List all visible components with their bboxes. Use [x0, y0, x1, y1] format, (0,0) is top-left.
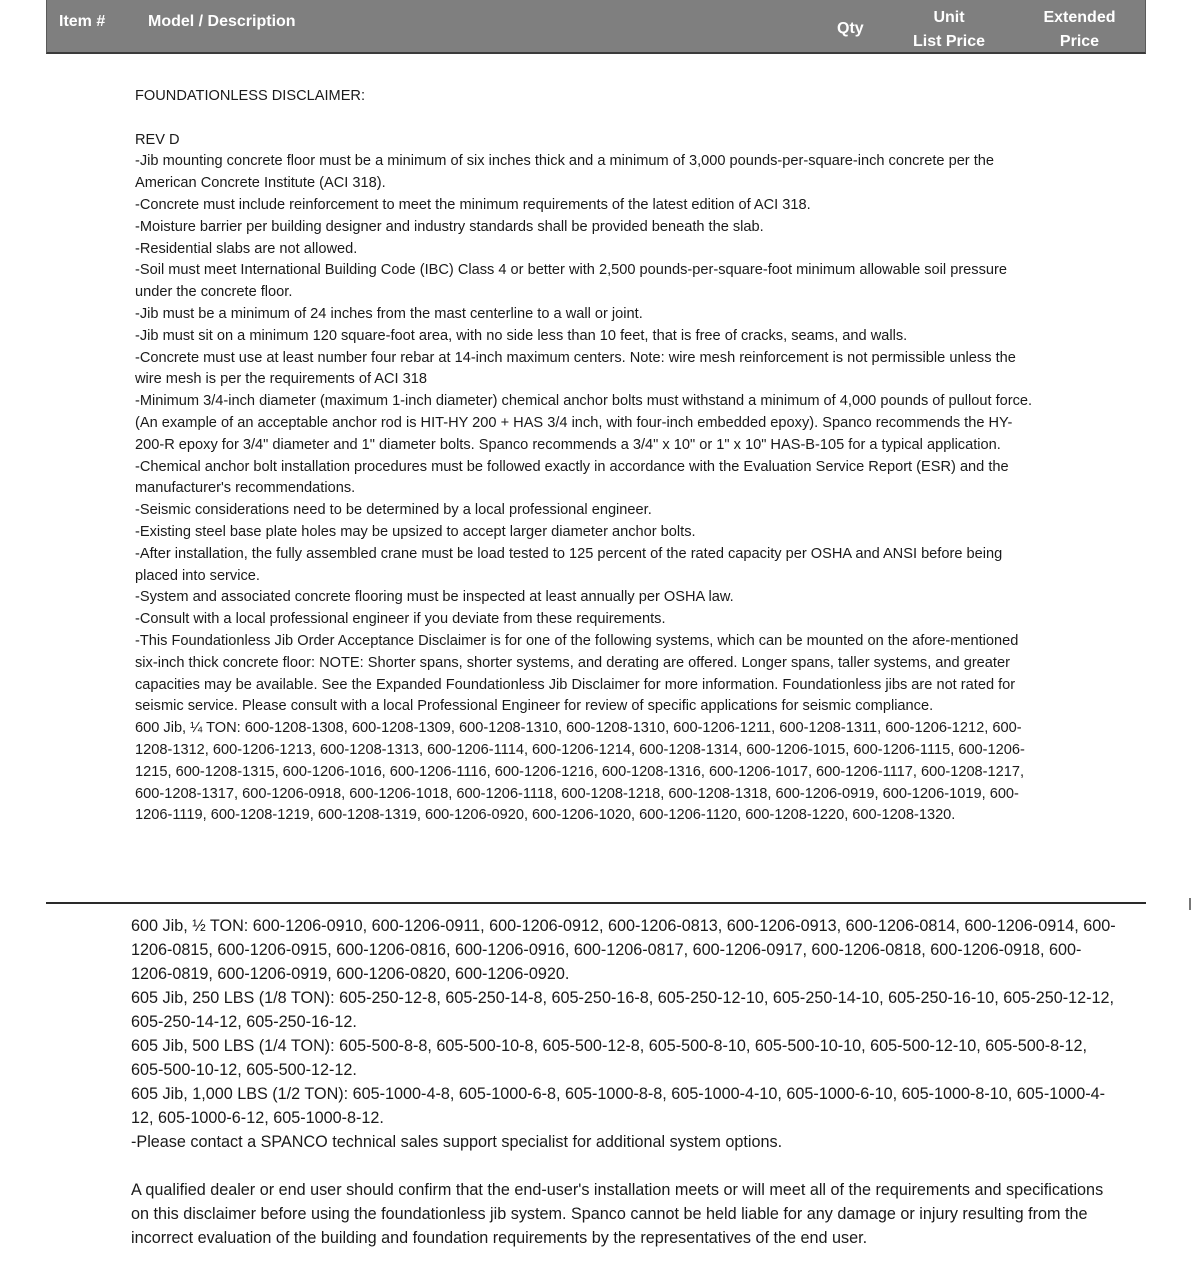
- disclaimer-line: -After installation, the fully assembled crane must be load tested to 125 percent of the rated capacity per OSHA and ANSI before being placed into service.: [135, 545, 1003, 584]
- header-unit-list-price: [897, 6, 1001, 54]
- section-divider: [46, 902, 1146, 904]
- disclaimer-line: -Moisture barrier per building designer and industry standards shall be provided beneath the slab.: [135, 218, 764, 235]
- header-extended-price: [1027, 6, 1132, 54]
- disclaimer-line: -Concrete must use at least number four rebar at 14-inch maximum centers. Note: wire mesh reinforcement is not permissible unless the wire mesh is per the requirements of ACI 318: [135, 349, 1016, 388]
- contact-note: -Please contact a SPANCO technical sales support specialist for additional system options.: [131, 1133, 783, 1151]
- header-ext-line1: Extended: [1043, 9, 1116, 26]
- model-list-605-1000: 605 Jib, 1,000 LBS (1/2 TON): 605-1000-4-8, 605-1000-6-8, 605-1000-8-8, 605-1000-4-10, 605-1000-6-10, 605-1000-8-10, 605-1000-4-12, 605-1000-6-12, 605-1000-8-12.: [131, 1085, 1106, 1127]
- disclaimer-line: -Jib must sit on a minimum 120 square-foot area, with no side less than 10 feet, that is free of cracks, seams, and walls.: [135, 327, 908, 344]
- disclaimer-line: -Jib must be a minimum of 24 inches from the mast centerline to a wall or joint.: [135, 305, 643, 322]
- disclaimer-line: -System and associated concrete flooring must be inspected at least annually per OSHA law.: [135, 589, 734, 606]
- disclaimer-line: -Chemical anchor bolt installation procedures must be followed exactly in accordance with the Evaluation Service Report (ESR) and the manufacturer's recommendations.: [135, 458, 1009, 497]
- model-list-600-quarter-ton: 600 Jib, ¼ TON: 600-1208-1308, 600-1208-1309, 600-1208-1310, 600-1208-1310, 600-1206-1211, 600-1208-1311, 600-1206-1212, 600-1208-1312, 600-1206-1213, 600-1208-1313, 600-1206-1114, 600-1206-1214, 600-1208-1314, 600-1206-1015, 600-1206-1115, 600-1206-1215, 600-1208-1315, 600-1206-1016, 600-1206-1116, 600-1206-1216, 600-1208-1316, 600-1206-1017, 600-1206-1117, 600-1208-1217, 600-1208-1317, 600-1206-0918, 600-1206-1018, 600-1206-1118, 600-1208-1218, 600-1208-1318, 600-1206-0919, 600-1206-1019, 600-1206-1119, 600-1208-1219, 600-1208-1319, 600-1206-0920, 600-1206-1020, 600-1206-1120, 600-1208-1220, 600-1208-1320.: [135, 720, 1025, 824]
- disclaimer-title: FOUNDATIONLESS DISCLAIMER:: [135, 88, 366, 104]
- disclaimer-line: -Existing steel base plate holes may be upsized to accept larger diameter anchor bolts.: [135, 523, 696, 540]
- model-list-605-250: 605 Jib, 250 LBS (1/8 TON): 605-250-12-8, 605-250-14-8, 605-250-16-8, 605-250-12-10, 605-250-14-10, 605-250-16-10, 605-250-12-12, 605-250-14-12, 605-250-16-12.: [131, 989, 1115, 1031]
- disclaimer-line: -Consult with a local professional engineer if you deviate from these requirements.: [135, 611, 666, 628]
- header-unit-line2: List Price: [912, 33, 986, 50]
- header-qty: Qty: [837, 20, 864, 37]
- closing-statement: A qualified dealer or end user should confirm that the end-user's installation meets or will meet all of the requirements and specifications on this disclaimer before using the foundationless jib system. Spanco cannot be held liable for any damage or injury resulting from the incorrect evaluation of the building and foundation requirements by the representatives of the end user.: [131, 1181, 1104, 1247]
- disclaimer-line: -Jib mounting concrete floor must be a minimum of six inches thick and a minimum of 3,000 pounds-per-square-inch concrete per the American Concrete Institute (ACI 318).: [135, 153, 995, 192]
- disclaimer-line: -Minimum 3/4-inch diameter (maximum 1-inch diameter) chemical anchor bolts must withstand a minimum of 4,000 pounds of pullout force. (An example of an acceptable anchor rod is HIT-HY 200 + HAS 3/4 inch, with four-inch embedded epoxy). Spanco recommends the HY-200-R epoxy for 3/4" diameter and 1" diameter bolts. Spanco recommends a 3/4" x 10" or 1" x 10" HAS-B-105 for a typical application.: [135, 393, 1033, 453]
- header-unit-line1: Unit: [933, 9, 965, 26]
- disclaimer-revision: REV D: [135, 131, 180, 148]
- disclaimer-line: -Concrete must include reinforcement to meet the minimum requirements of the latest edition of ACI 318.: [135, 196, 811, 213]
- model-list-600-half-ton: 600 Jib, ½ TON: 600-1206-0910, 600-1206-0911, 600-1206-0912, 600-1206-0813, 600-1206-0913, 600-1206-0814, 600-1206-0914, 600-1206-0815, 600-1206-0915, 600-1206-0816, 600-1206-0916, 600-1206-0817, 600-1206-0917, 600-1206-0818, 600-1206-0918, 600-1206-0819, 600-1206-0919, 600-1206-0820, 600-1206-0920.: [131, 917, 1116, 983]
- disclaimer-line: -Seismic considerations need to be determined by a local professional engineer.: [135, 502, 652, 519]
- header-ext-line2: Price: [1059, 33, 1100, 50]
- disclaimer-line: -This Foundationless Jib Order Acceptance Disclaimer is for one of the following systems, which can be mounted on the afore-mentioned six-inch thick concrete floor: NOTE: Shorter spans, shorter systems, and derating are offered. Longer spans, taller systems, and greater capacities may be available. See the Expanded Foundationless Jib Disclaimer for more information. Foundationless jibs are not rated for seismic service. Please consult with a local Professional Engineer for review of specific applications for seismic compliance.: [135, 632, 1019, 715]
- disclaimer-section: [135, 86, 1035, 827]
- header-model-description: Model / Description: [148, 13, 296, 30]
- disclaimer-line: -Residential slabs are not allowed.: [135, 240, 358, 257]
- disclaimer-continued-section: [131, 914, 1116, 1250]
- model-list-605-500: 605 Jib, 500 LBS (1/4 TON): 605-500-8-8, 605-500-10-8, 605-500-12-8, 605-500-8-10, 605-500-10-10, 605-500-12-10, 605-500-8-12, 605-500-10-12, 605-500-12-12.: [131, 1037, 1087, 1079]
- table-header: [46, 0, 1146, 54]
- header-item-number: Item #: [59, 13, 106, 30]
- disclaimer-line: -Soil must meet International Building Code (IBC) Class 4 or better with 2,500 pounds-per-square-foot minimum allowable soil pressure under the concrete floor.: [135, 262, 1007, 301]
